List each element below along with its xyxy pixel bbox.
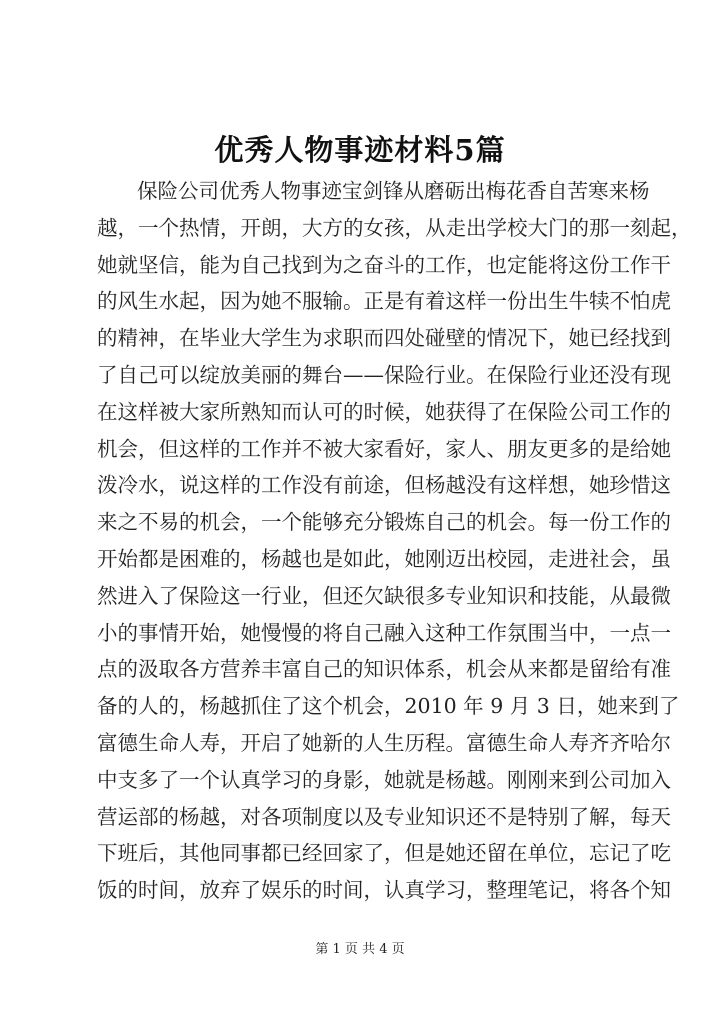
- text-line: 了自己可以绽放美丽的舞台——保险行业。在保险行业还没有现: [97, 362, 671, 387]
- text-line: 在这样被大家所熟知而认可的时候，她获得了在保险公司工作的: [97, 399, 671, 424]
- text-line: 的风生水起，因为她不服输。正是有着这样一份出生牛犊不怕虎: [97, 289, 671, 314]
- text-line: 越，一个热情，开朗，大方的女孩，从走出学校大门的那一刻起，: [97, 215, 692, 240]
- text-line: 点的汲取各方营养丰富自己的知识体系，机会从来都是留给有准: [97, 657, 671, 682]
- text-line: 她就坚信，能为自己找到为之奋斗的工作，也定能将这份工作干: [97, 252, 671, 277]
- text-line: 小的事情开始，她慢慢的将自己融入这种工作氛围当中，一点一: [97, 620, 671, 645]
- text-line: 然进入了保险这一行业，但还欠缺很多专业知识和技能，从最微: [97, 583, 671, 608]
- document-body: [97, 173, 692, 909]
- text-line: 营运部的杨越，对各项制度以及专业知识还不是特别了解，每天: [97, 804, 671, 829]
- text-line: 饭的时间，放弃了娱乐的时间，认真学习，整理笔记，将各个知: [97, 878, 671, 903]
- text-line: 的精神，在毕业大学生为求职而四处碰壁的情况下，她已经找到: [97, 326, 671, 351]
- page-title: 优秀人物事迹材料5篇: [214, 133, 506, 167]
- text-line: 富德生命人寿，开启了她新的人生历程。富德生命人寿齐齐哈尔: [97, 730, 671, 755]
- text-line: 开始都是困难的，杨越也是如此，她刚迈出校园，走进社会，虽: [97, 546, 671, 571]
- text-line: 泼冷水，说这样的工作没有前途，但杨越没有这样想，她珍惜这: [97, 473, 671, 498]
- text-line: 来之不易的机会，一个能够充分锻炼自己的机会。每一份工作的: [97, 510, 671, 535]
- text-line: 机会，但这样的工作并不被大家看好，家人、朋友更多的是给她: [97, 436, 671, 461]
- page-footer: 第 1 页 共 4 页: [315, 942, 405, 957]
- text-line: 备的人的，杨越抓住了这个机会，2010 年 9 月 3 日，她来到了: [97, 694, 680, 719]
- text-line: 中支多了一个认真学习的身影，她就是杨越。刚刚来到公司加入: [97, 767, 671, 792]
- text-line: 下班后，其他同事都已经回家了，但是她还留在单位，忘记了吃: [97, 841, 671, 866]
- text-line: 保险公司优秀人物事迹宝剑锋从磨砺出梅花香自苦寒来杨: [137, 179, 650, 203]
